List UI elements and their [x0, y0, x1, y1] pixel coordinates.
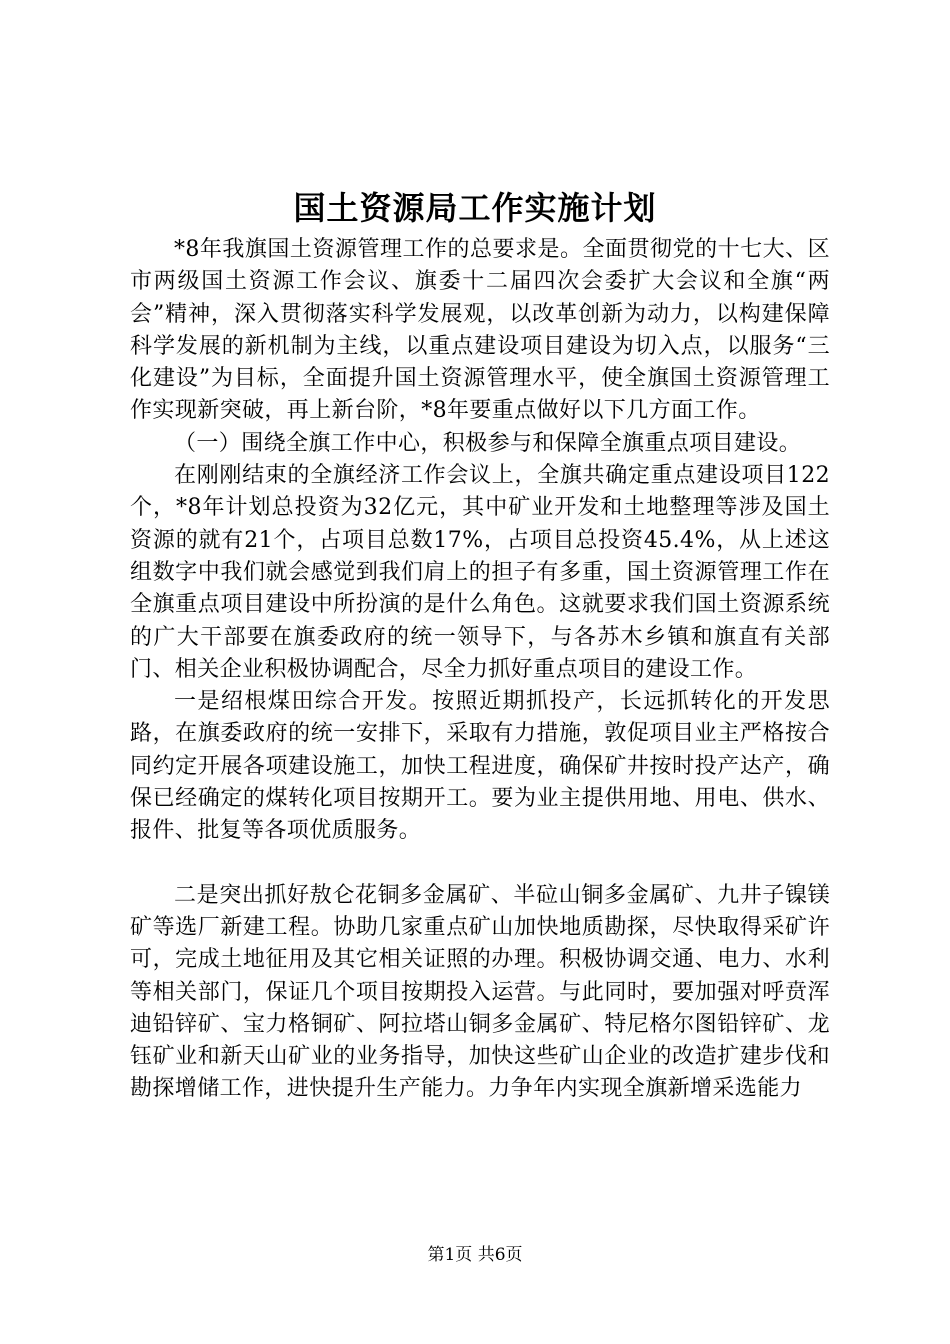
- paragraph-coal-field: 一是绍根煤田综合开发。按照近期抓投产，长远抓转化的开发思路，在旗委政府的统一安排下，采取有力措施，敦促项目业主严格按合同约定开展各项建设施工，加快工程进度，确保矿井按时投产达产，确保已经确定的煤转化项目按期开工。要为业主提供用地、用电、供水、报件、批复等各项优质服务。: [130, 689, 830, 844]
- paragraph-section-heading: （一）围绕全旗工作中心，积极参与和保障全旗重点项目建设。: [174, 430, 802, 456]
- paragraph-intro: *8年我旗国土资源管理工作的总要求是。全面贯彻党的十七大、区市两级国土资源工作会议、旗委十二届四次会委扩大会议和全旗“两会”精神，深入贯彻落实科学发展观，以改革创新为动力，以构建保障科学发展的新机制为主线，以重点建设项目建设为切入点，以服务“三化建设”为目标，全面提升国土资源管理水平，使全旗国土资源管理工作实现新突破，再上新台阶，*8年要重点做好以下几方面工作。: [130, 237, 830, 424]
- document-body: [130, 234, 830, 1106]
- page-number-footer: 第1页 共6页: [427, 1245, 523, 1265]
- document-title: 国土资源局工作实施计划: [293, 189, 657, 227]
- paragraph-key-projects: 在刚刚结束的全旗经济工作会议上，全旗共确定重点建设项目122个，*8年计划总投资为32亿元，其中矿业开发和土地整理等涉及国土资源的就有21个，占项目总数17%，占项目总投资45.4%，从上述这组数字中我们就会感觉到我们肩上的担子有多重，国土资源管理工作在全旗重点项目建设中所扮演的是什么角色。这就要求我们国土资源系统的广大干部要在旗委政府的统一领导下，与各苏木乡镇和旗直有关部门、相关企业积极协调配合，尽全力抓好重点项目的建设工作。: [130, 463, 830, 682]
- paragraph-mines: 二是突出抓好敖仑花铜多金属矿、半砬山铜多金属矿、九井子镍镁矿等选厂新建工程。协助几家重点矿山加快地质勘探，尽快取得采矿许可，完成土地征用及其它相关证照的办理。积极协调交通、电力、水利等相关部门，保证几个项目按期投入运营。与此同时，要加强对呼贲浑迪铅锌矿、宝力格铜矿、阿拉塔山铜多金属矿、特尼格尔图铅锌矿、龙钰矿业和新天山矿业的业务指导，加快这些矿山企业的改造扩建步伐和勘探增储工作，进快提升生产能力。力争年内实现全旗新增采选能力: [130, 882, 830, 1102]
